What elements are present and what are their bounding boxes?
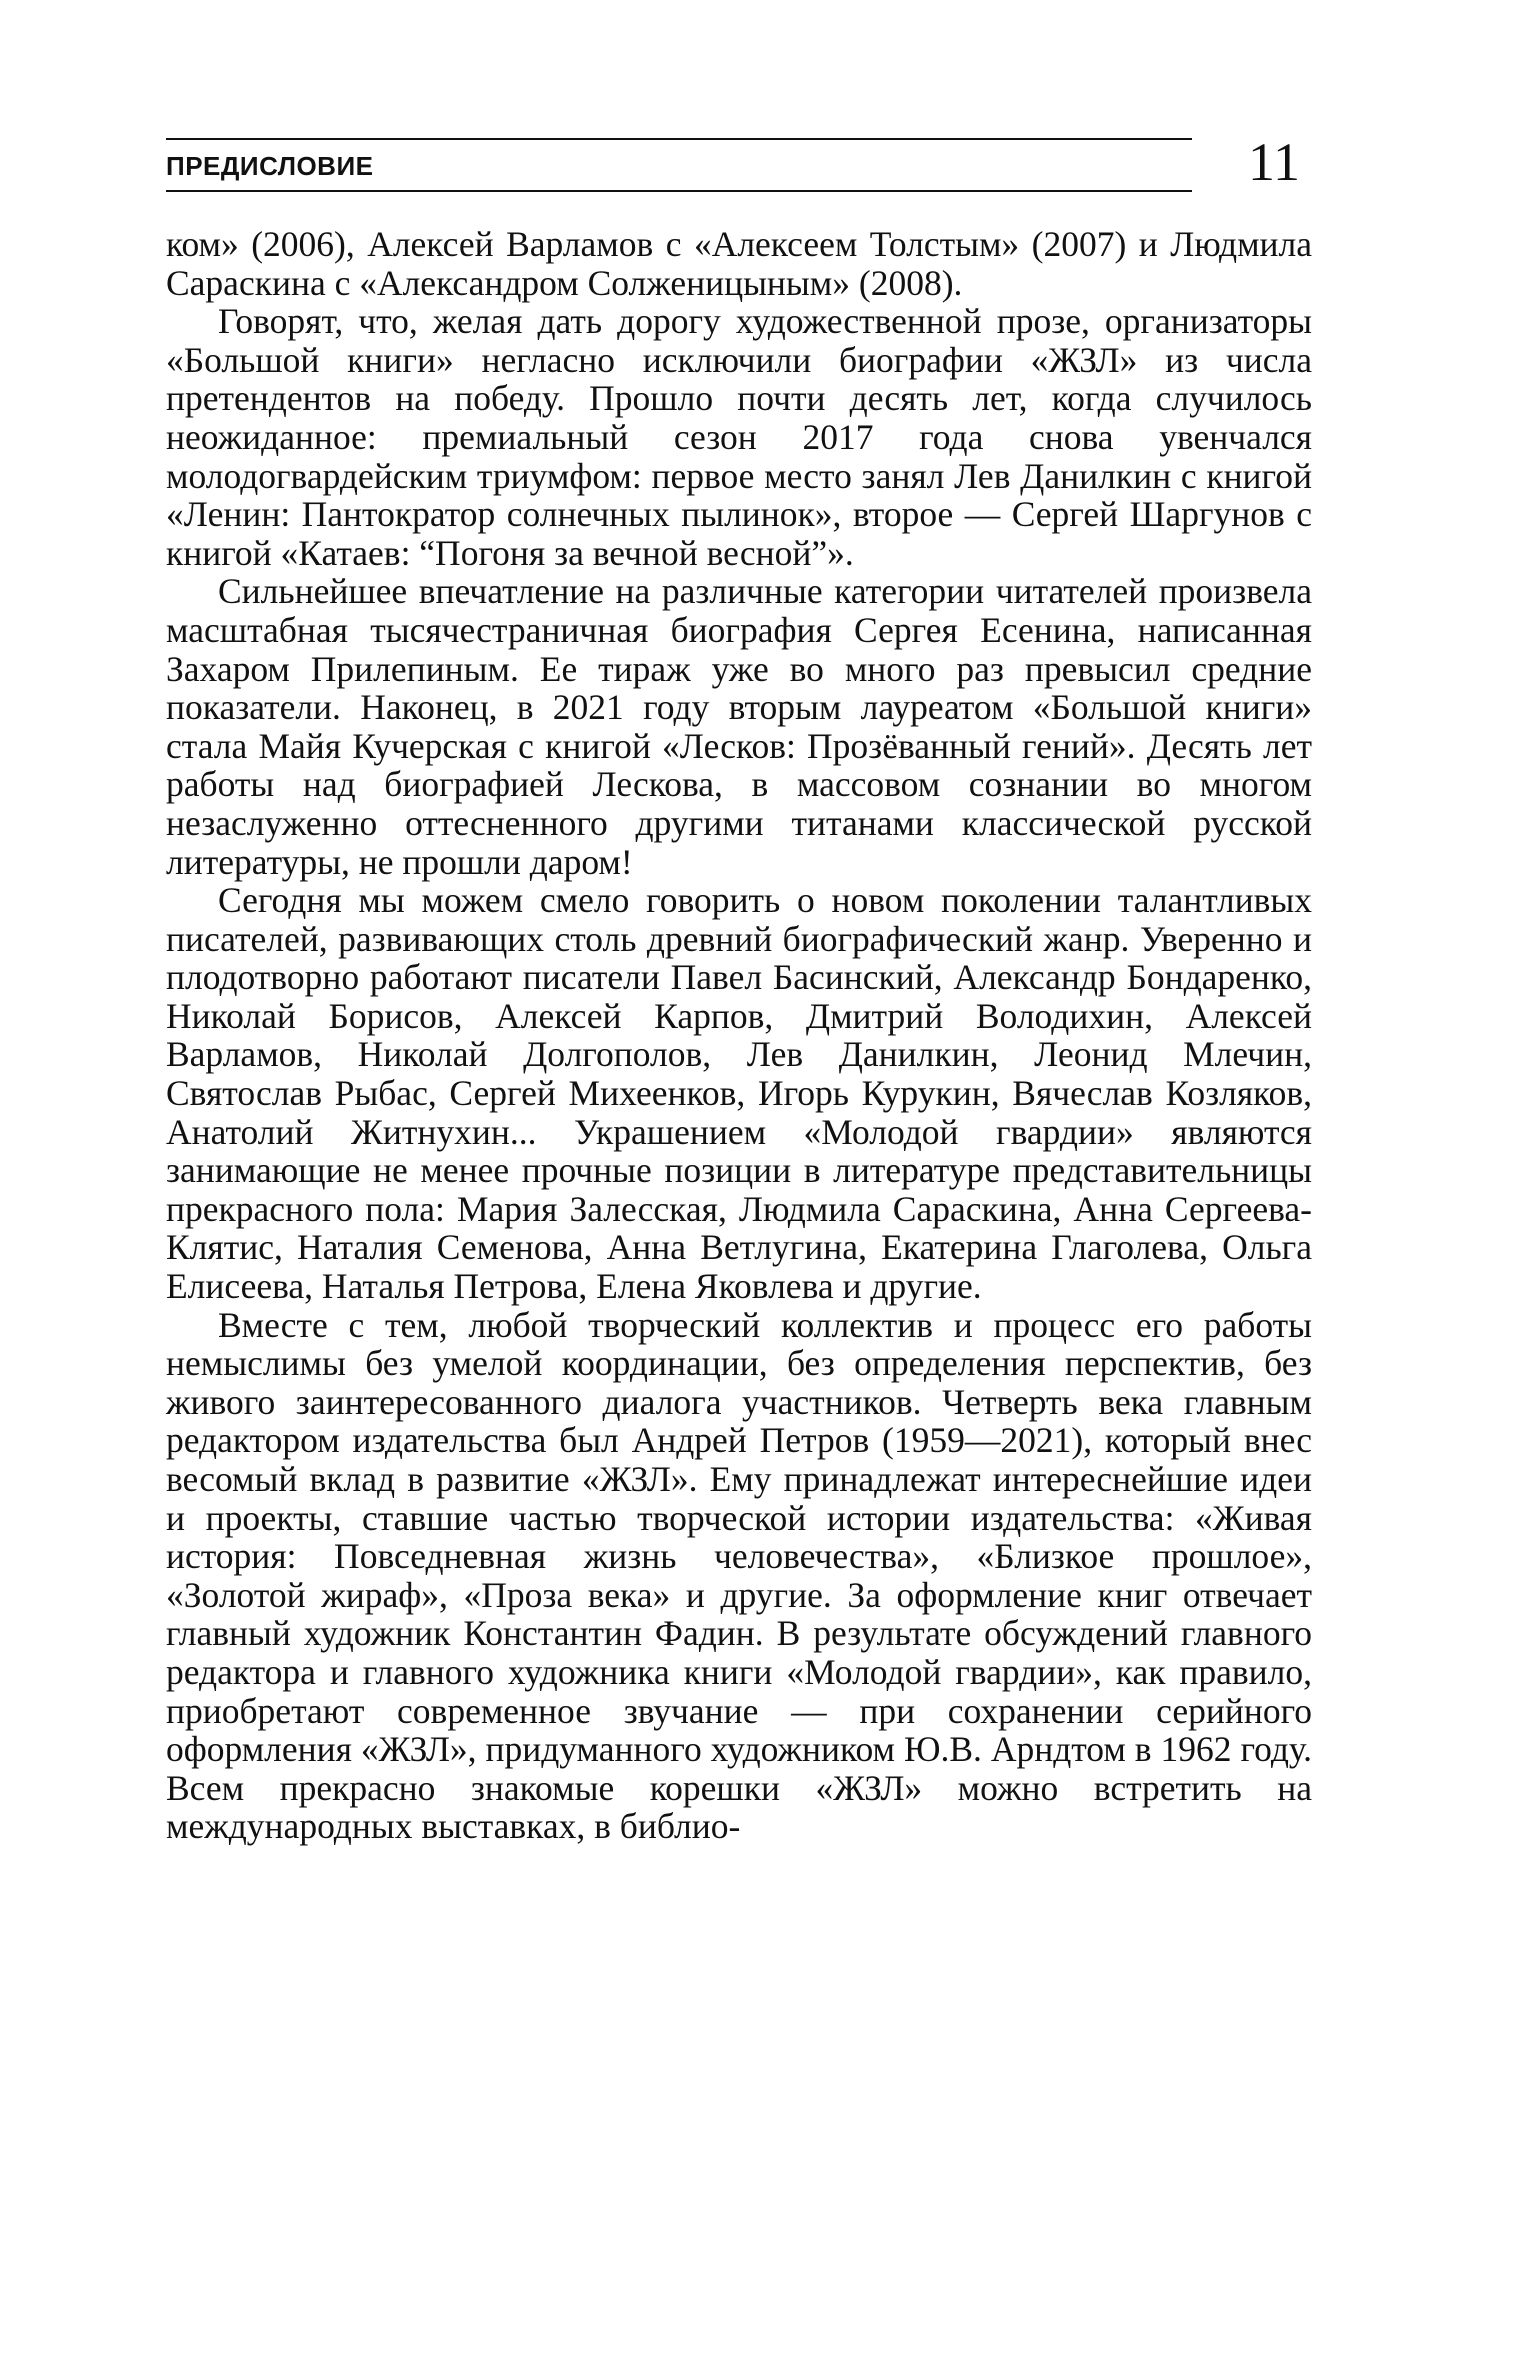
header-top-rule [166,138,1192,140]
paragraph-4: Сегодня мы можем смело говорить о новом поколении талантливых писателей, развивающих столь древний биографический жанр. Уверенно и плодотворно работают писатели Павел Басинский, Александр Бондаренко, Николай Борисов, Алексей Карпов, Дмитрий Володихин, Алексей Варламов, Николай Долгополов, Лев Данилкин, Леонид Млечин, Святослав Рыбас, Сергей Михеенков, Игорь Курукин, Вячеслав Козляков, Анатолий Житнухин... Украшением «Молодой гвардии» являются занимающие не менее прочные позиции в литературе представительницы прекрасного пола: Мария Залесская, Людмила Сараскина, Анна Сергеева-Клятис, Наталия Семенова, Анна Ветлугина, Екатерина Глаголева, Ольга Елисеева, Наталья Петрова, Елена Яковлева и другие. [166,880,1312,1307]
running-head: ПРЕДИСЛОВИЕ [166,151,374,181]
paragraph-1: ком» (2006), Алексей Варламов с «Алексеем Толстым» (2007) и Людмила Сараскина с «Александром Солженицыным» (2008). [166,224,1312,303]
paragraph-2: Говорят, что, желая дать дорогу художественной прозе, организаторы «Большой книги» негласно исключили биографии «ЖЗЛ» из числа претендентов на победу. Прошло почти десять лет, когда случилось неожиданное: премиальный сезон 2017 года снова увенчался молодогвардейским триумфом: первое место занял Лев Данилкин с книгой «Ленин: Пантократор солнечных пылинок», второе — Сергей Шаргунов с книгой «Катаев: “Погоня за вечной весной”». [166,301,1312,573]
header-bottom-rule [166,190,1192,192]
paragraph-5: Вместе с тем, любой творческий коллектив и процесс его работы немыслимы без умелой координации, без определения перспектив, без живого заинтересованного диалога участников. Четверть века главным редактором издательства был Андрей Петров (1959—2021), который внес весомый вклад в развитие «ЖЗЛ». Ему принадлежат интереснейшие идеи и проекты, ставшие частью творческой истории издательства: «Живая история: Повседневная жизнь человечества», «Близкое прошлое», «Золотой жираф», «Проза века» и другие. За оформление книг отвечает главный художник Константин Фадин. В результате обсуждений главного редактора и главного художника книги «Молодой гвардии», как правило, приобретают современное звучание — при сохранении серийного оформления «ЖЗЛ», придуманного художником Ю.В. Арндтом в 1962 году. Всем прекрасно знакомые корешки «ЖЗЛ» можно встретить на международных выставках, в библио- [166,1304,1312,1847]
page-number: 11 [1248,132,1300,192]
paragraph-3: Сильнейшее впечатление на различные категории читателей произвела масштабная тысячестраничная биография Сергея Есенина, написанная Захаром Прилепиным. Ее тираж уже во много раз превысил средние показатели. Наконец, в 2021 году вторым лауреатом «Большой книги» стала Майя Кучерская с книгой «Лесков: Прозёванный гений». Десять лет работы над биографией Лескова, в массовом сознании во многом незаслуженно оттесненного другими титанами классической русской литературы, не прошли даром! [166,571,1312,882]
body-text [166,225,1312,1846]
page-header [166,134,1312,196]
